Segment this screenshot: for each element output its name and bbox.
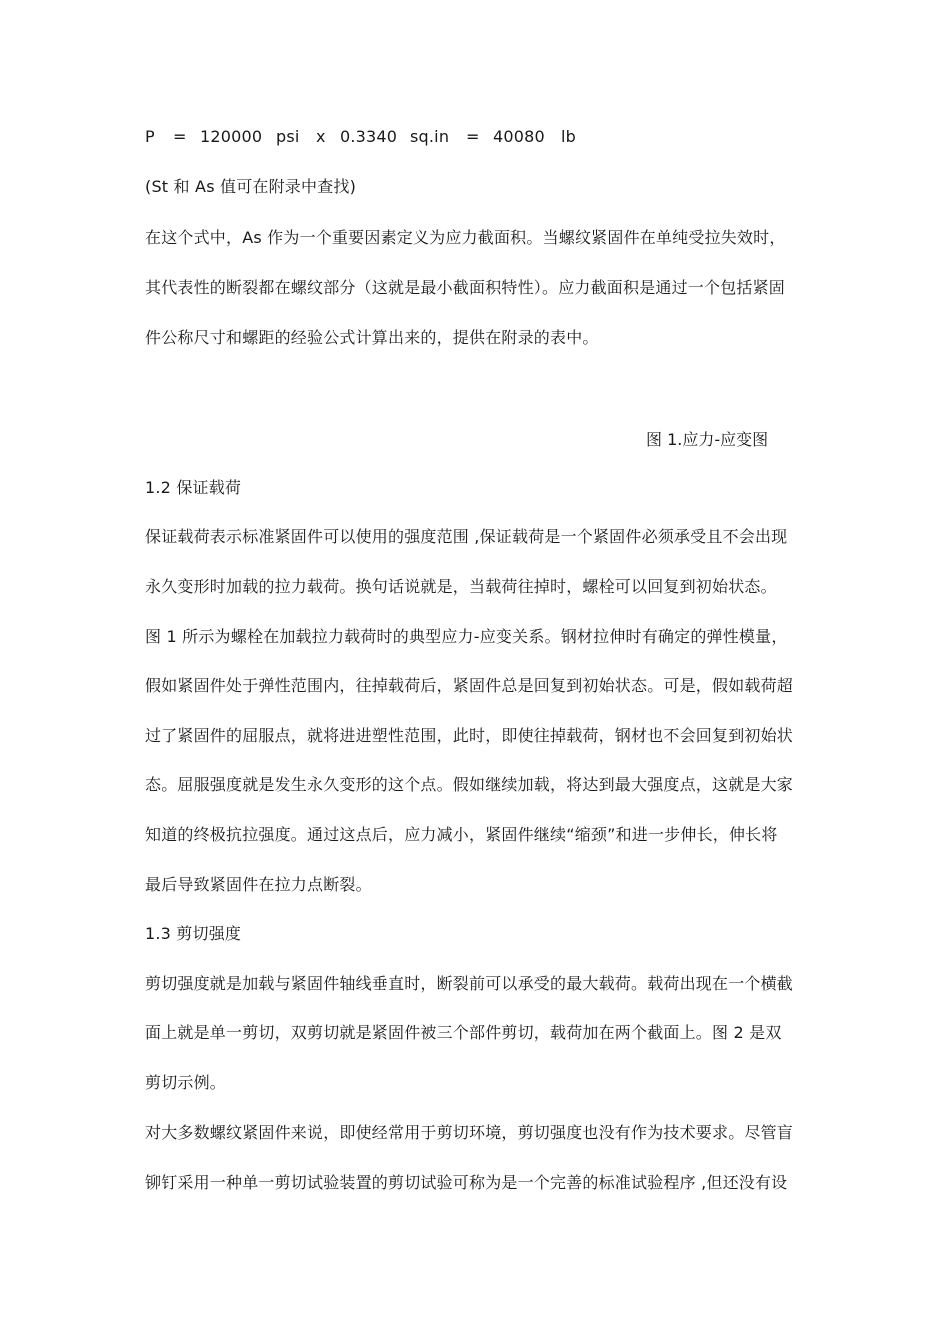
paragraph-line: 对大多数螺纹紧固件来说，即使经常用于剪切环境，剪切强度也没有作为技术要求。尽管盲 bbox=[145, 1123, 794, 1142]
paragraph-line: 图 1 所示为螺栓在加载拉力载荷时的典型应力-应变关系。钢材拉伸时有确定的弹性模量， bbox=[145, 627, 788, 646]
section-heading: 1.2 保证载荷 bbox=[145, 478, 242, 497]
formula-times: x bbox=[316, 127, 326, 146]
paragraph-line: 剪切强度就是加载与紧固件轴线垂直时，断裂前可以承受的最大载荷。载荷出现在一个横截 bbox=[145, 974, 794, 993]
formula-stress-value: 120000 bbox=[200, 127, 263, 146]
paragraph-line: 面上就是单一剪切，双剪切就是紧固件被三个部件剪切，载荷加在两个截面上。图 2 是双 bbox=[145, 1023, 782, 1042]
formula-stress-unit: psi bbox=[276, 127, 300, 146]
formula-equals: = bbox=[173, 127, 187, 146]
formula-result-unit: lb bbox=[561, 127, 577, 146]
paragraph-line: 保证载荷表示标准紧固件可以使用的强度范围 ,保证载荷是一个紧固件必须承受且不会出现 bbox=[145, 527, 788, 546]
formula-area-unit: sq.in bbox=[410, 127, 450, 146]
formula-area-value: 0.3340 bbox=[340, 127, 398, 146]
section-heading: 1.3 剪切强度 bbox=[145, 924, 242, 943]
paragraph-line: 在这个式中，As 作为一个重要因素定义为应力截面积。当螺纹紧固件在单纯受拉失效时， bbox=[145, 228, 786, 247]
paragraph-line: 假如紧固件处于弹性范围内，往掉载荷后，紧固件总是回复到初始状态。可是，假如载荷超 bbox=[145, 676, 794, 695]
appendix-note: (St 和 As 值可在附录中查找) bbox=[145, 177, 357, 196]
paragraph-line: 知道的终极抗拉强度。通过这点后，应力减小，紧固件继续“缩颈”和进一步伸长，伸长将 bbox=[145, 825, 778, 844]
paragraph-line: 过了紧固件的屈服点，就将进进塑性范围，此时，即使往掉载荷，钢材也不会回复到初始状 bbox=[145, 726, 794, 745]
formula-result-value: 40080 bbox=[493, 127, 545, 146]
paragraph-line: 永久变形时加载的拉力载荷。换句话说就是，当载荷往掉时，螺栓可以回复到初始状态。 bbox=[145, 577, 777, 596]
formula-symbol-p: P bbox=[145, 127, 155, 146]
paragraph-line: 剪切示例。 bbox=[145, 1073, 227, 1092]
figure-caption: 图 1.应力-应变图 bbox=[646, 430, 769, 449]
paragraph-line: 最后导致紧固件在拉力点断裂。 bbox=[145, 875, 372, 894]
formula-equals-2: = bbox=[466, 127, 480, 146]
paragraph-line: 件公称尺寸和螺距的经验公式计算出来的，提供在附录的表中。 bbox=[145, 328, 599, 347]
paragraph-line: 其代表性的断裂都在螺纹部分（这就是最小截面积特性）。应力截面积是通过一个包括紧固 bbox=[145, 278, 786, 297]
paragraph-line: 铆钉采用一种单一剪切试验装置的剪切试验可称为是一个完善的标准试验程序 ,但还没有设 bbox=[145, 1173, 788, 1192]
paragraph-line: 态。屈服强度就是发生永久变形的这个点。假如继续加载，将达到最大强度点，这就是大家 bbox=[145, 775, 794, 794]
